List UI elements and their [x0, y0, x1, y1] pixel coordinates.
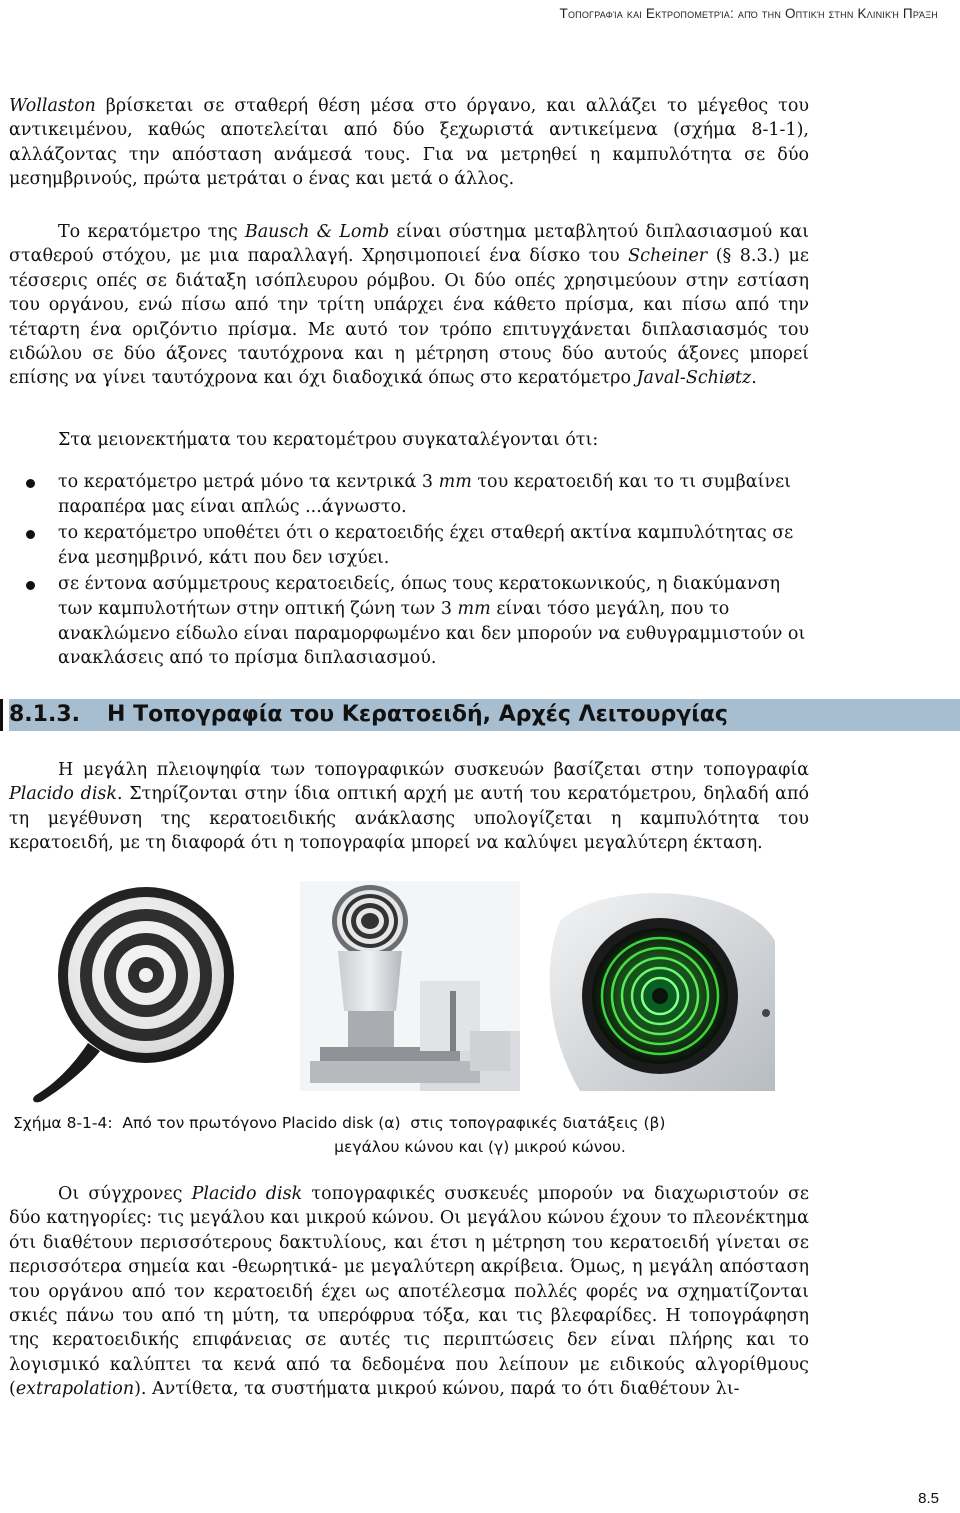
list-item-text: το κερατόμετρο υποθέτει ότι ο κερατοειδής έχει σταθερή ακτίνα καμπυλότητας σε ένα μεσημβρινό, κάτι που δεν ισχύει.: [58, 523, 794, 568]
figure-caption: [0, 1111, 960, 1159]
paragraph-text: είναι σύστημα μεταβλητού διπλασιασμού και σταθερού στόχου, με μια παραλλαγή. Χρησιμοποιεί ένα δίσκο του: [9, 222, 810, 267]
list-item-text: του κερατοειδή και το τι συμβαίνει παραπέρα μας είναι απλώς ...άγνωστο.: [58, 472, 792, 517]
section-heading-bar: [0, 699, 960, 731]
large-cone-topographer-image: [300, 881, 520, 1091]
figure-8-1-4: [0, 883, 960, 1093]
caption-line: μεγάλου κώνου και (γ) μικρού κώνου.: [334, 1138, 626, 1156]
paragraph-text: (§ 8.3.) με τέσσερις οπές σε διάταξη ισόπλευρου ρόμβου. Οι δύο οπές χρησιμεύουν στην εστίαση του οργάνου, ενώ πίσω από την τρίτη υπάρχει ένα κάθετο πρίσμα, και πίσω από την τέταρτη ένα οριζόντιο πρίσμα. Με αυτό τον τρόπο επιτυγχάνεται διπλασιασμός του ειδώλου σε δύο άξονες ταυτόχρονα και η μέτρηση στους δύο αυτούς άξονες μπορεί επίσης να γίνει ταυτόχρονα και όχι διαδοχικά όπως στο κερατόμετρο: [9, 246, 809, 389]
term-placido-disk: Placido disk: [9, 784, 118, 805]
unit-mm: mm: [457, 598, 491, 619]
paragraph-modern-placido: [9, 1182, 809, 1402]
section-heading: [9, 699, 749, 731]
paragraph-text: Στα μειονεκτήματα του κερατομέτρου συγκαταλέγονται ότι:: [58, 430, 599, 450]
unit-mm: mm: [438, 472, 472, 492]
placido-disk-image: [28, 883, 288, 1103]
paragraph-placido-principle: [9, 758, 809, 856]
paragraph-text: .: [751, 368, 757, 389]
section-bar-edge: [0, 699, 3, 731]
term-javal-schiotz: Javal-Schiøtz: [636, 368, 752, 389]
bullet-icon: [26, 479, 35, 488]
list-item: [9, 470, 809, 519]
term-extrapolation: extrapolation: [15, 1379, 135, 1400]
paragraph-text: Η μεγάλη πλειοψηφία των τοπογραφικών συσκευών βασίζεται στην τοπογραφία: [58, 760, 809, 780]
paragraph-bausch-lomb: [9, 220, 809, 391]
running-title: Τοπογραφία και Εκτροπομετρία: από την Οπτική στην Κλινική Πράξη: [559, 6, 938, 21]
section-title: Η Τοπογραφία του Κερατοειδή, Αρχές Λειτουργίας: [107, 702, 728, 727]
caption-line: Σχήμα 8-1-4: Από τον πρωτόγονο Placido disk (α) στις τοπογραφικές διατάξεις (β): [13, 1114, 666, 1132]
paragraph-wollaston: [9, 94, 809, 192]
list-item-text: το κερατόμετρο μετρά μόνο τα κεντρικά 3: [58, 472, 439, 492]
paragraph-text: τοπογραφικές συσκευές μπορούν να διαχωριστούν σε δύο κατηγορίες: τις μεγάλου και μικρού κώνου. Οι μεγάλου κώνου έχουν το πλεονέκτημα ότι διαθέτουν περισσότερους δακτυλίους, και έτσι η μέτρηση του κερατοειδή γίνεται σε περισσότερα σημεία και -θεωρητικά- με μεγαλύτερη ακρίβεια. Όμως, η μεγάλη απόσταση του οργάνου από τον κερατοειδή έχει ως αποτέλεσμα πολλές φορές να σχηματίζονται σκιές πάνω του από τη μύτη, τα υπερόφρυα τόξα, και τις βλεφαρίδες. Η τοπογράφηση της κερατοειδικής επιφάνειας σε αυτές τις περιπτώσεις δεν είναι πλήρης και το λογισμικό καλύπτει τα κενά από τα δεδομένα που λείπουν με ειδικούς αλγορίθμους (: [9, 1184, 809, 1400]
bullet-icon: [26, 530, 35, 539]
paragraph-text: βρίσκεται σε σταθερή θέση μέσα στο όργανο, και αλλάζει το μέγεθος του αντικειμένου, καθώς αποτελείται από δύο ξεχωριστά αντικείμενα (σχήμα 8-1-1), αλλάζοντας την απόσταση ανάμεσά τους. Για να μετρηθεί η καμπυλότητα σε δύο μεσημβρινούς, πρώτα μετράται ο ένας και μετά ο άλλος.: [9, 96, 809, 190]
list-item: [9, 572, 809, 670]
term-placido-disk: Placido disk: [191, 1184, 303, 1204]
section-bar-tail: [749, 699, 960, 731]
section-number: 8.1.3.: [9, 702, 80, 727]
disadvantages-list: [9, 470, 809, 673]
paragraph-text: . Στηρίζονται στην ίδια οπτική αρχή με αυτή του κερατόμετρου, δηλαδή από τη μεγέθυνση της κερατοειδικής ανάκλασης υπολογίζεται η καμπυλότητα του κερατοειδή, με τη διαφορά ότι η τοπογραφία μπορεί να καλύψει μεγαλύτερη έκταση.: [9, 784, 809, 854]
list-item: [9, 521, 809, 570]
paragraph-text: Οι σύγχρονες: [58, 1184, 192, 1204]
term-bausch-lomb: Bausch & Lomb: [244, 222, 390, 242]
paragraph-text: ). Αντίθετα, τα συστήματα μικρού κώνου, παρά το ότι διαθέτουν λι-: [134, 1379, 740, 1400]
paragraph-text: Το κερατόμετρο της: [58, 222, 245, 242]
running-header: [560, 6, 939, 21]
term-scheiner: Scheiner: [628, 246, 708, 267]
list-item-text: σε έντονα ασύμμετρους κερατοειδείς, όπως τους κερατοκωνικούς, η διακύμανση των καμπυλοτήτων στην οπτική ζώνη των 3: [58, 574, 780, 619]
term-wollaston: Wollaston: [9, 96, 96, 116]
bullet-icon: [26, 581, 35, 590]
paragraph-disadvantages-intro: [9, 428, 809, 452]
list-item-text: είναι τόσο μεγάλη, που το ανακλώμενο είδωλο είναι παραμορφωμένο και δεν μπορούν να ευθυγραμμιστούν οι ανακλάσεις από το πρίσμα διπλασιασμού.: [58, 598, 806, 669]
page-number: 8.5: [918, 1490, 939, 1507]
small-cone-topographer-image: [540, 881, 780, 1091]
